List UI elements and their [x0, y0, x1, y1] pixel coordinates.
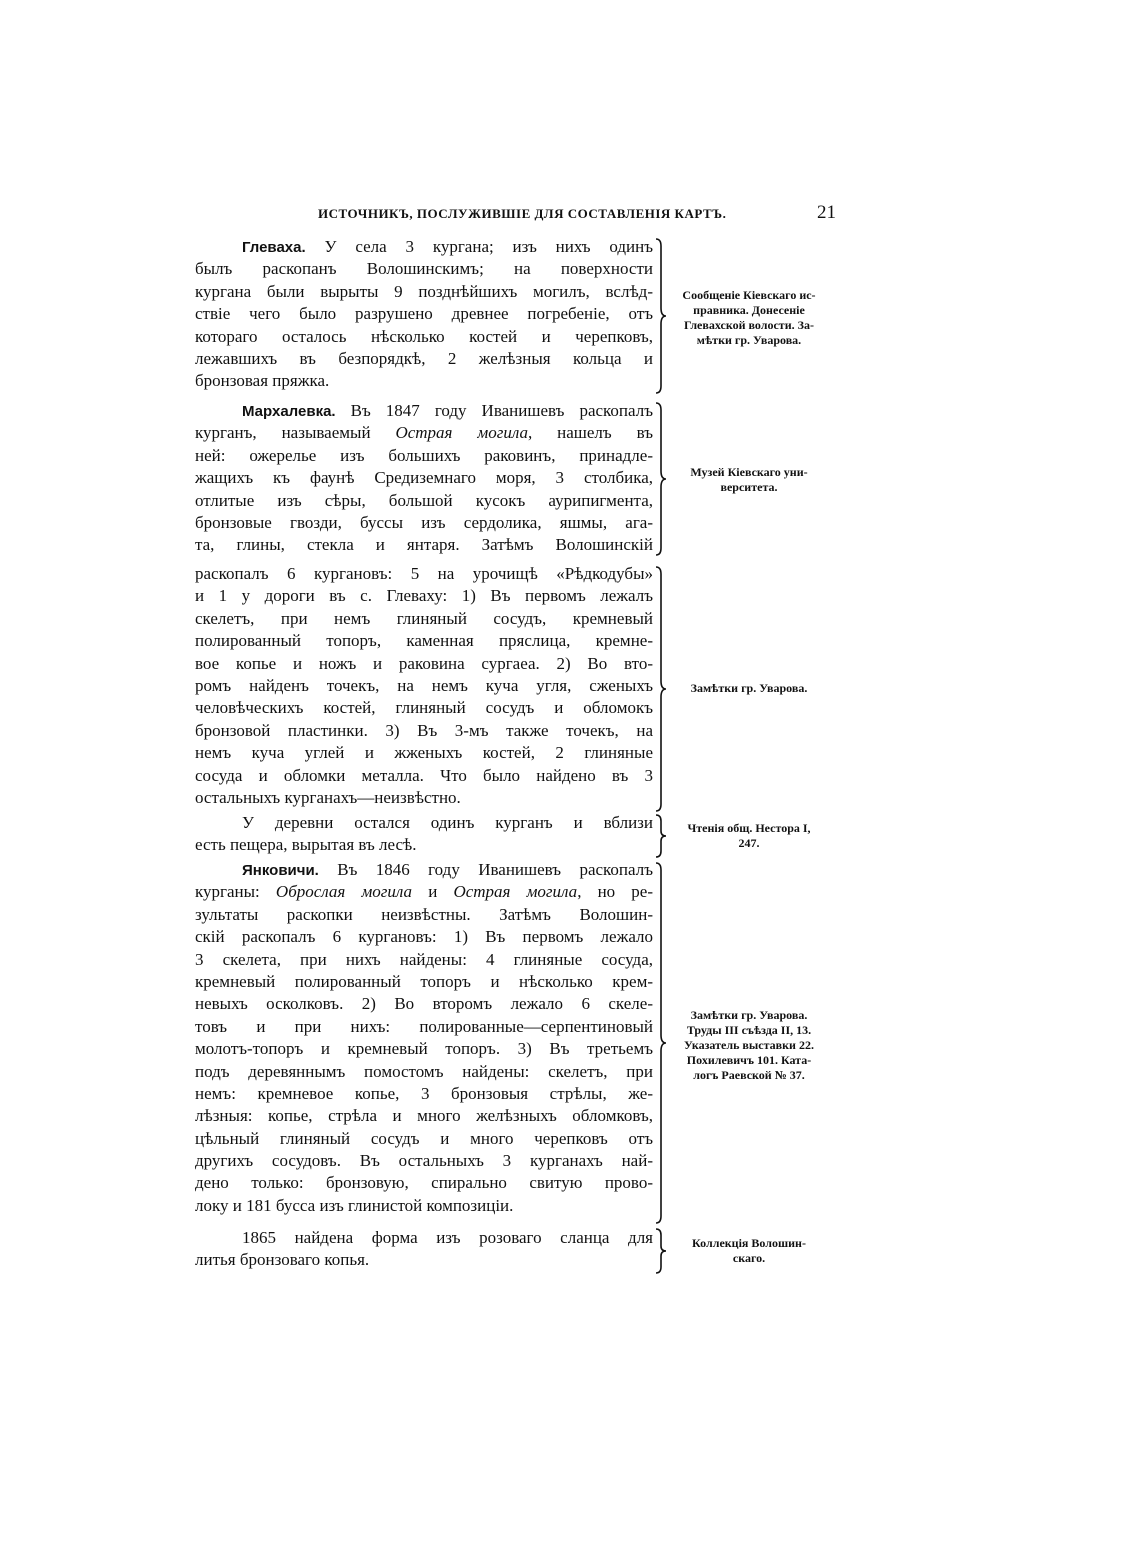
source-brace — [654, 814, 668, 858]
text-line: товъ и при нихъ: полированные—серпентиновый — [195, 1016, 653, 1036]
text-line: есть пещера, вырытая въ лесѣ. — [195, 835, 417, 855]
text-line: бронзовая пряжка. — [195, 371, 330, 391]
source-brace — [654, 566, 668, 812]
source-brace — [654, 862, 668, 1224]
text-line: У деревни остался одинъ курганъ и вблизи — [242, 813, 653, 832]
text-line: курганы: Оброслая могила и Острая могила, но ре- — [195, 882, 653, 902]
source-note: Музей Кіевскаго уни- верситета. — [690, 465, 808, 494]
source-note: Замѣтки гр. Уварова. Труды III съѣзда II, 13. Указатель выставки 22. Похилевичъ 101. Ката- логъ Раевской № 37. — [684, 1008, 814, 1082]
text-line: зультаты раскопки неизвѣстны. Затѣмъ Волошин- — [195, 904, 653, 924]
entry-continuation — [195, 563, 653, 809]
text-line: скелетъ, при немъ глиняный сосудъ, кремневый — [195, 608, 653, 628]
text-line: невыхъ осколковъ. 2) Во второмъ лежало 6 скеле- — [195, 994, 653, 1014]
text-line: кремневый полированный топоръ и нѣсколько крем- — [195, 971, 653, 991]
text-line: молотъ-топоръ и кремневый топоръ. 3) Въ третьемъ — [195, 1039, 653, 1059]
text-line: жащихъ къ фаунѣ Средиземнаго моря, 3 столбика, — [195, 468, 653, 488]
text-line: Янковичи. Въ 1846 году Иванишевъ раскопалъ — [242, 860, 653, 879]
text-line: локу и 181 бусса изъ глинистой композиціи. — [195, 1195, 514, 1215]
text-line: былъ раскопанъ Волошинскимъ; на поверхности — [195, 259, 653, 279]
text-line: кургана были вырыты 9 позднѣйшихъ могилъ, вслѣд- — [195, 281, 653, 301]
text-line: остальныхъ курганахъ—неизвѣстно. — [195, 787, 461, 807]
text-line: и 1 у дороги въ с. Глеваху: 1) Въ первомъ лежалъ — [195, 586, 653, 606]
text-line: немъ: кремневое копье, 3 бронзовыя стрѣлы, же- — [195, 1083, 653, 1103]
text-line: лежавшихъ въ безпорядкѣ, 2 желѣзныя кольца и — [195, 348, 653, 368]
text-line: котораго осталось нѣсколько костей и черепковъ, — [195, 326, 653, 346]
text-line: полированный топоръ, каменная пряслица, кремне- — [195, 631, 653, 651]
text-line: другихъ сосудовъ. Въ остальныхъ 3 курганахъ най- — [195, 1151, 653, 1171]
page-number: 21 — [817, 202, 836, 223]
entry-mold-find — [195, 1227, 653, 1272]
text-line: ствіе чего было разрушено древнее погребеніе, отъ — [195, 304, 653, 324]
place-label: Янковичи. — [242, 862, 319, 879]
text-line: бронзовые гвозди, буссы изъ сердолика, яшмы, ага- — [195, 512, 653, 532]
text-line: бронзовой пластинки. 3) Въ 3-мъ также точекъ, на — [195, 720, 653, 740]
source-brace — [654, 1228, 668, 1274]
text-line: отлитые изъ сѣры, большой кусокъ аурипигмента, — [195, 490, 653, 510]
running-header — [318, 204, 836, 228]
text-line: 1865 найдена форма изъ розоваго сланца для — [242, 1228, 653, 1247]
text-line: Глеваха. У села 3 кургана; изъ нихъ одинъ — [242, 237, 653, 256]
text-line: та, глины, стекла и янтаря. Затѣмъ Волошинскій — [195, 535, 653, 555]
source-note: Сообщеніе Кіевскаго ис- правника. Донесеніе Глевахской волости. За- мѣтки гр. Уварова. — [682, 288, 816, 347]
place-label: Глеваха. — [242, 239, 306, 256]
text-line: скій раскопалъ 6 кургановъ: 1) Въ первомъ лежало — [195, 927, 653, 947]
running-title: ИСТОЧНИКЪ, ПОСЛУЖИВШІЕ ДЛЯ СОСТАВЛЕНІЯ КАРТЪ. — [318, 206, 727, 221]
text-line: Мархалевка. Въ 1847 году Иванишевъ раскопалъ — [242, 401, 653, 420]
text-line: вое копье и ножъ и раковина сургаеа. 2) Во вто- — [195, 653, 653, 673]
text-line: лѣзныя: копье, стрѣла и много желѣзныхъ обломковъ, — [195, 1106, 653, 1126]
source-note: Коллекція Волошин- скаго. — [692, 1236, 806, 1265]
text-line: сосуда и обломки металла. Что было найдено въ 3 — [195, 765, 653, 785]
text-line: курганъ, называемый Острая могила, нашелъ въ — [195, 423, 653, 443]
source-note: Замѣтки гр. Уварова. — [690, 681, 808, 695]
text-line: человѣческихъ костей, глиняный сосудъ и обломокъ — [195, 698, 653, 718]
place-label: Мархалевка. — [242, 403, 336, 420]
text-line: ней: ожерелье изъ большихъ раковинъ, принадле- — [195, 445, 653, 465]
text-line: литья бронзоваго копья. — [195, 1250, 370, 1270]
text-line: ромъ найденъ точекъ, на немъ куча угля, сженыхъ — [195, 675, 653, 695]
entry-markhalevka — [195, 400, 653, 557]
entry-glevakha — [195, 236, 653, 393]
entry-village-note — [195, 812, 653, 857]
text-line: дено только: бронзовую, спирально свитую прово- — [195, 1173, 653, 1193]
text-line: 3 скелета, при нихъ найдены: 4 глиняные сосуда, — [195, 949, 653, 969]
text-line: подъ деревяннымъ помостомъ найдены: скелетъ, при — [195, 1061, 653, 1081]
text-line: раскопалъ 6 кургановъ: 5 на урочищѣ «Рѣдкодубы» — [195, 564, 653, 583]
text-line: немъ куча углей и жженыхъ костей, 2 глиняные — [195, 743, 653, 763]
source-note: Чтенія общ. Нестора I, 247. — [687, 821, 811, 850]
source-brace — [654, 402, 668, 556]
source-brace — [654, 238, 668, 394]
text-line: цѣльный глиняный сосудъ и много черепковъ отъ — [195, 1128, 653, 1148]
entry-yankovichi — [195, 859, 653, 1217]
